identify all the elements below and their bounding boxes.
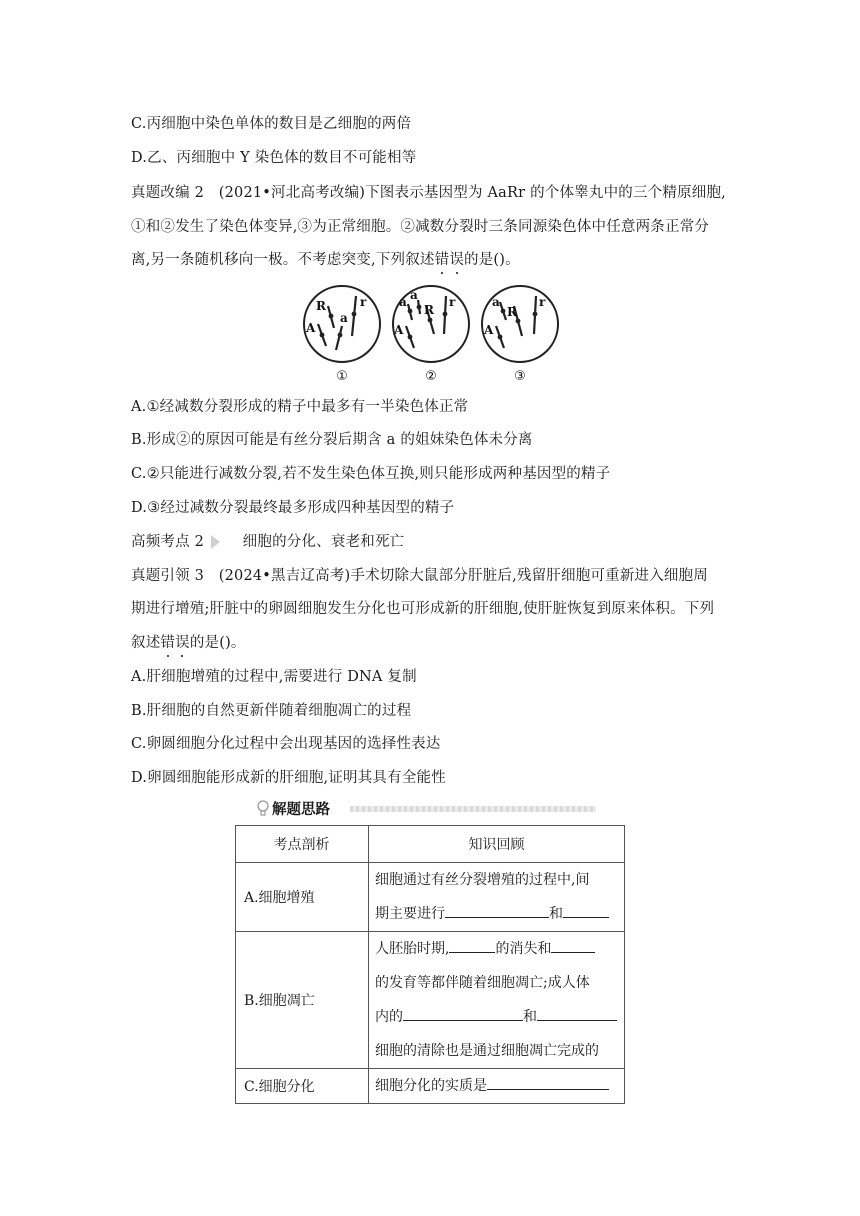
gene-label: a <box>340 311 348 325</box>
question-3-option-c: C.卵圆细胞分化过程中会出现基因的选择性表达 <box>131 736 441 752</box>
emphasis-char: 错 <box>435 248 450 269</box>
gene-label: r <box>360 295 367 309</box>
topic-title: 细胞的分化、衰老和死亡 <box>242 534 405 550</box>
gene-label: R <box>507 305 517 319</box>
question-2-option-a: A.①经减数分裂形成的精子中最多有一半染色体正常 <box>131 399 469 415</box>
option-c-prev: C.丙细胞中染色单体的数目是乙细胞的两倍 <box>131 116 412 132</box>
question-3-line-3: 叙述错误的是()。 <box>131 631 246 652</box>
question-2-option-d: D.③经过减数分裂最终最多形成四种基因型的精子 <box>131 500 455 516</box>
question-2-option-b: B.形成②的原因可能是有丝分裂后期含 a 的姐妹染色体未分离 <box>131 432 533 448</box>
cell-number: ① <box>336 369 348 384</box>
gene-label: A <box>306 321 316 335</box>
gene-label: A <box>484 323 494 337</box>
cell-number: ② <box>425 369 437 384</box>
gene-label: R <box>316 299 326 313</box>
gene-label: r <box>539 295 546 309</box>
solution-hint-header <box>256 798 604 820</box>
table-row: B.细胞凋亡 人胚胎时期, 的消失和 的发育等都伴随着细胞凋亡;成人体 内的 和 细胞的清除也是通过细胞凋亡完成的 <box>236 932 625 1069</box>
question-3-option-b: B.肝细胞的自然更新伴随着细胞凋亡的过程 <box>131 703 412 719</box>
table-header: 知识回顾 <box>369 826 625 863</box>
gene-label: a <box>492 295 500 309</box>
answer-blank[interactable] <box>449 938 495 953</box>
gene-label: A <box>394 323 404 337</box>
hint-title: 解题思路 <box>272 802 330 818</box>
question-3-option-d: D.卵圆细胞能形成新的肝细胞,证明其具有全能性 <box>131 770 446 786</box>
question-2-line-2: ①和②发生了染色体变异,③为正常细胞。②减数分裂时三条同源染色体中任意两条正常分 <box>131 219 710 235</box>
gene-label: a <box>399 295 407 309</box>
topic-label: 高频考点 2 <box>131 534 205 550</box>
answer-blank[interactable] <box>403 1006 523 1021</box>
gene-label: a <box>410 288 418 302</box>
analysis-table <box>235 825 625 1104</box>
emphasis-char: 错 <box>160 631 175 652</box>
table-row: C.细胞分化 细胞分化的实质是 <box>236 1069 625 1104</box>
option-d-prev: D.乙、丙细胞中 Y 染色体的数目不可能相等 <box>131 150 417 166</box>
topic-heading <box>131 530 404 551</box>
hint-divider <box>350 806 596 812</box>
answer-blank[interactable] <box>445 903 549 918</box>
emphasis-char: 误 <box>449 248 464 269</box>
answer-blank[interactable] <box>487 1075 609 1090</box>
question-3-line-1: 真题引领 3 (2024•黑吉辽高考)手术切除大鼠部分肝脏后,残留肝细胞可重新进入细胞周 <box>131 568 709 584</box>
question-3-line-2: 期进行增殖;肝脏中的卵圆细胞发生分化也可形成新的肝细胞,使肝脏恢复到原来体积。下列 <box>131 601 715 617</box>
emphasis-char: 误 <box>175 631 190 652</box>
spermatogonia-figure <box>300 284 560 384</box>
answer-blank[interactable] <box>563 903 609 918</box>
gene-label: R <box>424 303 434 317</box>
question-2-option-c: C.②只能进行减数分裂,若不发生染色体互换,则只能形成两种基因型的精子 <box>131 466 611 482</box>
table-row: A.细胞增殖 细胞通过有丝分裂增殖的过程中,间 期主要进行 和 <box>236 863 625 932</box>
gene-label: r <box>449 295 456 309</box>
table-header: 考点剖析 <box>236 826 369 863</box>
answer-blank[interactable] <box>551 938 595 953</box>
question-3-option-a: A.肝细胞增殖的过程中,需要进行 DNA 复制 <box>131 669 417 685</box>
topic-arrow-icon <box>211 535 220 549</box>
answer-blank[interactable] <box>537 1006 617 1021</box>
cell-number: ③ <box>514 369 526 384</box>
lightbulb-icon <box>256 799 270 817</box>
question-2-line-1: 真题改编 2 (2021•河北高考改编)下图表示基因型为 AaRr 的个体睾丸中的三个精原细胞, <box>131 185 726 201</box>
question-2-line-3: 离,另一条随机移向一极。不考虑突变,下列叙述错误的是()。 <box>131 248 520 269</box>
